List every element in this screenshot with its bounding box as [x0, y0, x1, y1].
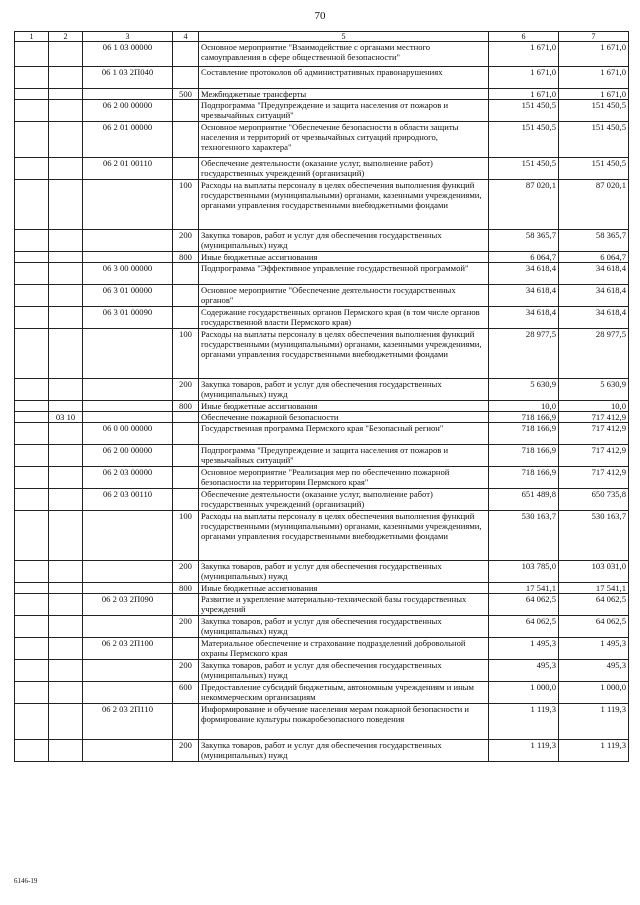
expense-type-cell: 800 [173, 401, 199, 412]
expense-type-cell: 800 [173, 583, 199, 594]
expense-type-cell [173, 285, 199, 307]
target-article-cell: 06 1 03 00000 [83, 42, 173, 67]
amount-2020-cell: 1 000,0 [559, 682, 629, 704]
target-article-cell: 06 0 00 00000 [83, 423, 173, 445]
expense-type-cell: 600 [173, 682, 199, 704]
description-cell: Основное мероприятие "Обеспечение деятельности государственных органов" [199, 285, 489, 307]
amount-2020-cell: 151 450,5 [559, 122, 629, 158]
expense-type-cell: 100 [173, 180, 199, 230]
row-number-cell [15, 285, 49, 307]
target-article-cell: 06 2 00 00000 [83, 445, 173, 467]
table-row [15, 263, 629, 285]
description-cell: Иные бюджетные ассигнования [199, 401, 489, 412]
amount-2019-cell: 495,3 [489, 660, 559, 682]
table-row [15, 100, 629, 122]
amount-2019-cell: 718 166,9 [489, 445, 559, 467]
amount-2019-cell: 1 671,0 [489, 89, 559, 100]
description-cell: Расходы на выплаты персоналу в целях обеспечения выполнения функций государственными (муниципальными) органами, казенными учреждениями, органами управления государственными внебюджетными фондами [199, 329, 489, 379]
amount-2020-cell: 717 412,9 [559, 423, 629, 445]
page-number: 70 [314, 10, 326, 22]
amount-2019-cell: 17 541,1 [489, 583, 559, 594]
table-row [15, 89, 629, 100]
section-code-cell [49, 230, 83, 252]
amount-2020-cell: 1 495,3 [559, 638, 629, 660]
description-cell: Предоставление субсидий бюджетным, автономным учреждениям и иным некоммерческим организациям [199, 682, 489, 704]
expense-type-cell [173, 67, 199, 89]
section-code-cell [49, 638, 83, 660]
section-code-cell [49, 561, 83, 583]
expense-type-cell [173, 412, 199, 423]
section-code-cell [49, 660, 83, 682]
row-number-cell [15, 561, 49, 583]
amount-2019-cell: 34 618,4 [489, 263, 559, 285]
column-header: 7 [559, 32, 629, 42]
row-number-cell [15, 252, 49, 263]
amount-2020-cell: 17 541,1 [559, 583, 629, 594]
description-cell: Иные бюджетные ассигнования [199, 583, 489, 594]
section-code-cell [49, 740, 83, 762]
section-code-cell [49, 122, 83, 158]
amount-2019-cell: 34 618,4 [489, 307, 559, 329]
target-article-cell [83, 401, 173, 412]
amount-2019-cell: 1 119,3 [489, 740, 559, 762]
row-number-cell [15, 89, 49, 100]
amount-2019-cell: 87 020,1 [489, 180, 559, 230]
row-number-cell [15, 379, 49, 401]
section-code-cell [49, 252, 83, 263]
amount-2019-cell: 718 166,9 [489, 467, 559, 489]
table-row [15, 401, 629, 412]
amount-2020-cell: 717 412,9 [559, 412, 629, 423]
table-row [15, 740, 629, 762]
expense-type-cell: 100 [173, 511, 199, 561]
table-row [15, 583, 629, 594]
expense-type-cell: 200 [173, 660, 199, 682]
row-number-cell [15, 423, 49, 445]
expense-type-cell [173, 489, 199, 511]
target-article-cell: 06 3 01 00000 [83, 285, 173, 307]
expense-type-cell [173, 307, 199, 329]
section-code-cell [49, 682, 83, 704]
target-article-cell [83, 660, 173, 682]
description-cell: Расходы на выплаты персоналу в целях обеспечения выполнения функций государственными (муниципальными) органами, казенными учреждениями, органами управления государственными внебюджетными фондами [199, 511, 489, 561]
amount-2020-cell: 1 119,3 [559, 704, 629, 740]
amount-2019-cell: 1 119,3 [489, 704, 559, 740]
amount-2020-cell: 34 618,4 [559, 285, 629, 307]
section-code-cell [49, 67, 83, 89]
amount-2020-cell: 495,3 [559, 660, 629, 682]
description-cell: Обеспечение деятельности (оказание услуг, выполнение работ) государственных учреждений (организаций) [199, 489, 489, 511]
section-code-cell [49, 100, 83, 122]
expense-type-cell [173, 122, 199, 158]
expense-type-cell: 200 [173, 379, 199, 401]
expense-type-cell: 200 [173, 230, 199, 252]
row-number-cell [15, 704, 49, 740]
row-number-cell [15, 401, 49, 412]
column-header: 2 [49, 32, 83, 42]
section-code-cell [49, 423, 83, 445]
target-article-cell [83, 230, 173, 252]
target-article-cell: 06 2 01 00000 [83, 122, 173, 158]
table-row [15, 467, 629, 489]
description-cell: Информирование и обучение населения мерам пожарной безопасности и формирование культуры пожаробезопасного поведения [199, 704, 489, 740]
expense-type-cell [173, 638, 199, 660]
section-code-cell [49, 263, 83, 285]
row-number-cell [15, 594, 49, 616]
target-article-cell [83, 329, 173, 379]
table-row [15, 412, 629, 423]
row-number-cell [15, 122, 49, 158]
target-article-cell: 06 2 03 00000 [83, 467, 173, 489]
amount-2019-cell: 103 785,0 [489, 561, 559, 583]
target-article-cell: 06 2 03 2П090 [83, 594, 173, 616]
description-cell: Обеспечение пожарной безопасности [199, 412, 489, 423]
section-code-cell [49, 307, 83, 329]
amount-2019-cell: 1 495,3 [489, 638, 559, 660]
amount-2019-cell: 58 365,7 [489, 230, 559, 252]
table-row [15, 616, 629, 638]
table-row [15, 252, 629, 263]
table-row [15, 67, 629, 89]
amount-2020-cell: 87 020,1 [559, 180, 629, 230]
row-number-cell [15, 100, 49, 122]
column-header: 1 [15, 32, 49, 42]
amount-2020-cell: 34 618,4 [559, 307, 629, 329]
table-row [15, 489, 629, 511]
description-cell: Материальное обеспечение и страхование подразделений добровольной охраны Пермского края [199, 638, 489, 660]
description-cell: Основное мероприятие "Взаимодействие с органами местного самоуправления в сфере общественной безопасности" [199, 42, 489, 67]
target-article-cell [83, 89, 173, 100]
amount-2020-cell: 64 062,5 [559, 616, 629, 638]
expense-type-cell [173, 158, 199, 180]
target-article-cell [83, 561, 173, 583]
section-code-cell [49, 329, 83, 379]
section-code-cell [49, 158, 83, 180]
table-row [15, 445, 629, 467]
row-number-cell [15, 682, 49, 704]
amount-2020-cell: 1 671,0 [559, 42, 629, 67]
amount-2019-cell: 1 671,0 [489, 42, 559, 67]
expense-type-cell: 200 [173, 616, 199, 638]
row-number-cell [15, 616, 49, 638]
description-cell: Основное мероприятие "Обеспечение безопасности в области защиты населения и территорий от чрезвычайных ситуаций природного, техногенного характера" [199, 122, 489, 158]
amount-2019-cell: 718 166,9 [489, 423, 559, 445]
amount-2020-cell: 103 031,0 [559, 561, 629, 583]
section-code-cell [49, 42, 83, 67]
amount-2019-cell: 64 062,5 [489, 594, 559, 616]
target-article-cell: 06 2 01 00110 [83, 158, 173, 180]
target-article-cell: 06 2 03 2П100 [83, 638, 173, 660]
description-cell: Закупка товаров, работ и услуг для обеспечения государственных (муниципальных) нужд [199, 660, 489, 682]
amount-2020-cell: 717 412,9 [559, 445, 629, 467]
amount-2019-cell: 64 062,5 [489, 616, 559, 638]
amount-2019-cell: 530 163,7 [489, 511, 559, 561]
description-cell: Обеспечение деятельности (оказание услуг, выполнение работ) государственных учреждений (организаций) [199, 158, 489, 180]
table-row [15, 122, 629, 158]
section-code-cell [49, 594, 83, 616]
table-row [15, 158, 629, 180]
description-cell: Составление протоколов об административных правонарушениях [199, 67, 489, 89]
section-code-cell [49, 467, 83, 489]
table-row [15, 682, 629, 704]
amount-2020-cell: 530 163,7 [559, 511, 629, 561]
expense-type-cell [173, 100, 199, 122]
amount-2020-cell: 10,0 [559, 401, 629, 412]
row-number-cell [15, 158, 49, 180]
description-cell: Основное мероприятие "Реализация мер по обеспечению пожарной безопасности на территории Пермского края" [199, 467, 489, 489]
table-row [15, 379, 629, 401]
description-cell: Подпрограмма "Предупреждение и защита населения от пожаров и чрезвычайных ситуаций" [199, 100, 489, 122]
description-cell: Закупка товаров, работ и услуг для обеспечения государственных (муниципальных) нужд [199, 616, 489, 638]
target-article-cell [83, 682, 173, 704]
expense-type-cell: 200 [173, 561, 199, 583]
row-number-cell [15, 412, 49, 423]
target-article-cell [83, 252, 173, 263]
amount-2019-cell: 5 630,9 [489, 379, 559, 401]
table-row [15, 180, 629, 230]
table-row [15, 42, 629, 67]
description-cell: Подпрограмма "Предупреждение и защита населения от пожаров и чрезвычайных ситуаций" [199, 445, 489, 467]
table-row [15, 329, 629, 379]
description-cell: Закупка товаров, работ и услуг для обеспечения государственных (муниципальных) нужд [199, 379, 489, 401]
section-code-cell: 03 10 [49, 412, 83, 423]
expense-type-cell [173, 445, 199, 467]
column-header: 5 [199, 32, 489, 42]
amount-2020-cell: 58 365,7 [559, 230, 629, 252]
table-row [15, 594, 629, 616]
section-code-cell [49, 704, 83, 740]
column-header: 3 [83, 32, 173, 42]
table-row [15, 511, 629, 561]
section-code-cell [49, 616, 83, 638]
description-cell: Закупка товаров, работ и услуг для обеспечения государственных (муниципальных) нужд [199, 740, 489, 762]
description-cell: Государственная программа Пермского края "Безопасный регион" [199, 423, 489, 445]
amount-2019-cell: 1 671,0 [489, 67, 559, 89]
table-row [15, 561, 629, 583]
amount-2020-cell: 5 630,9 [559, 379, 629, 401]
amount-2020-cell: 650 735,8 [559, 489, 629, 511]
amount-2020-cell: 151 450,5 [559, 100, 629, 122]
section-code-cell [49, 489, 83, 511]
row-number-cell [15, 230, 49, 252]
table-row [15, 307, 629, 329]
section-code-cell [49, 285, 83, 307]
budget-table [14, 31, 629, 762]
description-cell: Содержание государственных органов Пермского края (в том числе органов государственной власти Пермского края) [199, 307, 489, 329]
expense-type-cell: 500 [173, 89, 199, 100]
expense-type-cell: 100 [173, 329, 199, 379]
table-row [15, 660, 629, 682]
amount-2020-cell: 151 450,5 [559, 158, 629, 180]
column-header: 4 [173, 32, 199, 42]
table-row [15, 230, 629, 252]
section-code-cell [49, 583, 83, 594]
section-code-cell [49, 511, 83, 561]
target-article-cell [83, 583, 173, 594]
section-code-cell [49, 401, 83, 412]
expense-type-cell [173, 594, 199, 616]
target-article-cell [83, 740, 173, 762]
target-article-cell [83, 412, 173, 423]
row-number-cell [15, 489, 49, 511]
row-number-cell [15, 67, 49, 89]
description-cell: Межбюджетные трансферты [199, 89, 489, 100]
expense-type-cell [173, 263, 199, 285]
amount-2019-cell: 151 450,5 [489, 100, 559, 122]
amount-2019-cell: 34 618,4 [489, 285, 559, 307]
description-cell: Развитие и укрепление материально-технической базы государственных учреждений [199, 594, 489, 616]
description-cell: Подпрограмма "Эффективное управление государственной программой" [199, 263, 489, 285]
section-code-cell [49, 445, 83, 467]
amount-2019-cell: 651 489,8 [489, 489, 559, 511]
amount-2019-cell: 151 450,5 [489, 158, 559, 180]
row-number-cell [15, 740, 49, 762]
amount-2019-cell: 151 450,5 [489, 122, 559, 158]
expense-type-cell: 800 [173, 252, 199, 263]
description-cell: Иные бюджетные ассигнования [199, 252, 489, 263]
amount-2019-cell: 1 000,0 [489, 682, 559, 704]
expense-type-cell [173, 42, 199, 67]
amount-2020-cell: 6 064,7 [559, 252, 629, 263]
document-code: 6146-19 [14, 877, 38, 885]
column-header: 6 [489, 32, 559, 42]
row-number-cell [15, 329, 49, 379]
target-article-cell: 06 2 03 2П110 [83, 704, 173, 740]
row-number-cell [15, 511, 49, 561]
target-article-cell [83, 180, 173, 230]
description-cell: Расходы на выплаты персоналу в целях обеспечения выполнения функций государственными (муниципальными) органами, казенными учреждениями, органами управления государственными внебюджетными фондами [199, 180, 489, 230]
table-row [15, 423, 629, 445]
table-header-row [15, 32, 629, 42]
expense-type-cell [173, 467, 199, 489]
row-number-cell [15, 445, 49, 467]
table-row [15, 285, 629, 307]
target-article-cell: 06 2 03 00110 [83, 489, 173, 511]
target-article-cell: 06 2 00 00000 [83, 100, 173, 122]
target-article-cell [83, 616, 173, 638]
amount-2019-cell: 10,0 [489, 401, 559, 412]
amount-2020-cell: 64 062,5 [559, 594, 629, 616]
target-article-cell: 06 3 01 00090 [83, 307, 173, 329]
target-article-cell [83, 511, 173, 561]
section-code-cell [49, 89, 83, 100]
amount-2019-cell: 28 977,5 [489, 329, 559, 379]
row-number-cell [15, 467, 49, 489]
target-article-cell: 06 3 00 00000 [83, 263, 173, 285]
table-row [15, 704, 629, 740]
row-number-cell [15, 583, 49, 594]
amount-2020-cell: 717 412,9 [559, 467, 629, 489]
row-number-cell [15, 42, 49, 67]
row-number-cell [15, 180, 49, 230]
amount-2020-cell: 1 671,0 [559, 89, 629, 100]
row-number-cell [15, 307, 49, 329]
amount-2019-cell: 718 166,9 [489, 412, 559, 423]
expense-type-cell [173, 704, 199, 740]
row-number-cell [15, 263, 49, 285]
row-number-cell [15, 638, 49, 660]
row-number-cell [15, 660, 49, 682]
expense-type-cell: 200 [173, 740, 199, 762]
amount-2020-cell: 34 618,4 [559, 263, 629, 285]
amount-2020-cell: 28 977,5 [559, 329, 629, 379]
amount-2020-cell: 1 119,3 [559, 740, 629, 762]
section-code-cell [49, 379, 83, 401]
description-cell: Закупка товаров, работ и услуг для обеспечения государственных (муниципальных) нужд [199, 230, 489, 252]
table-row [15, 638, 629, 660]
amount-2019-cell: 6 064,7 [489, 252, 559, 263]
section-code-cell [49, 180, 83, 230]
target-article-cell: 06 1 03 2П040 [83, 67, 173, 89]
target-article-cell [83, 379, 173, 401]
description-cell: Закупка товаров, работ и услуг для обеспечения государственных (муниципальных) нужд [199, 561, 489, 583]
expense-type-cell [173, 423, 199, 445]
amount-2020-cell: 1 671,0 [559, 67, 629, 89]
